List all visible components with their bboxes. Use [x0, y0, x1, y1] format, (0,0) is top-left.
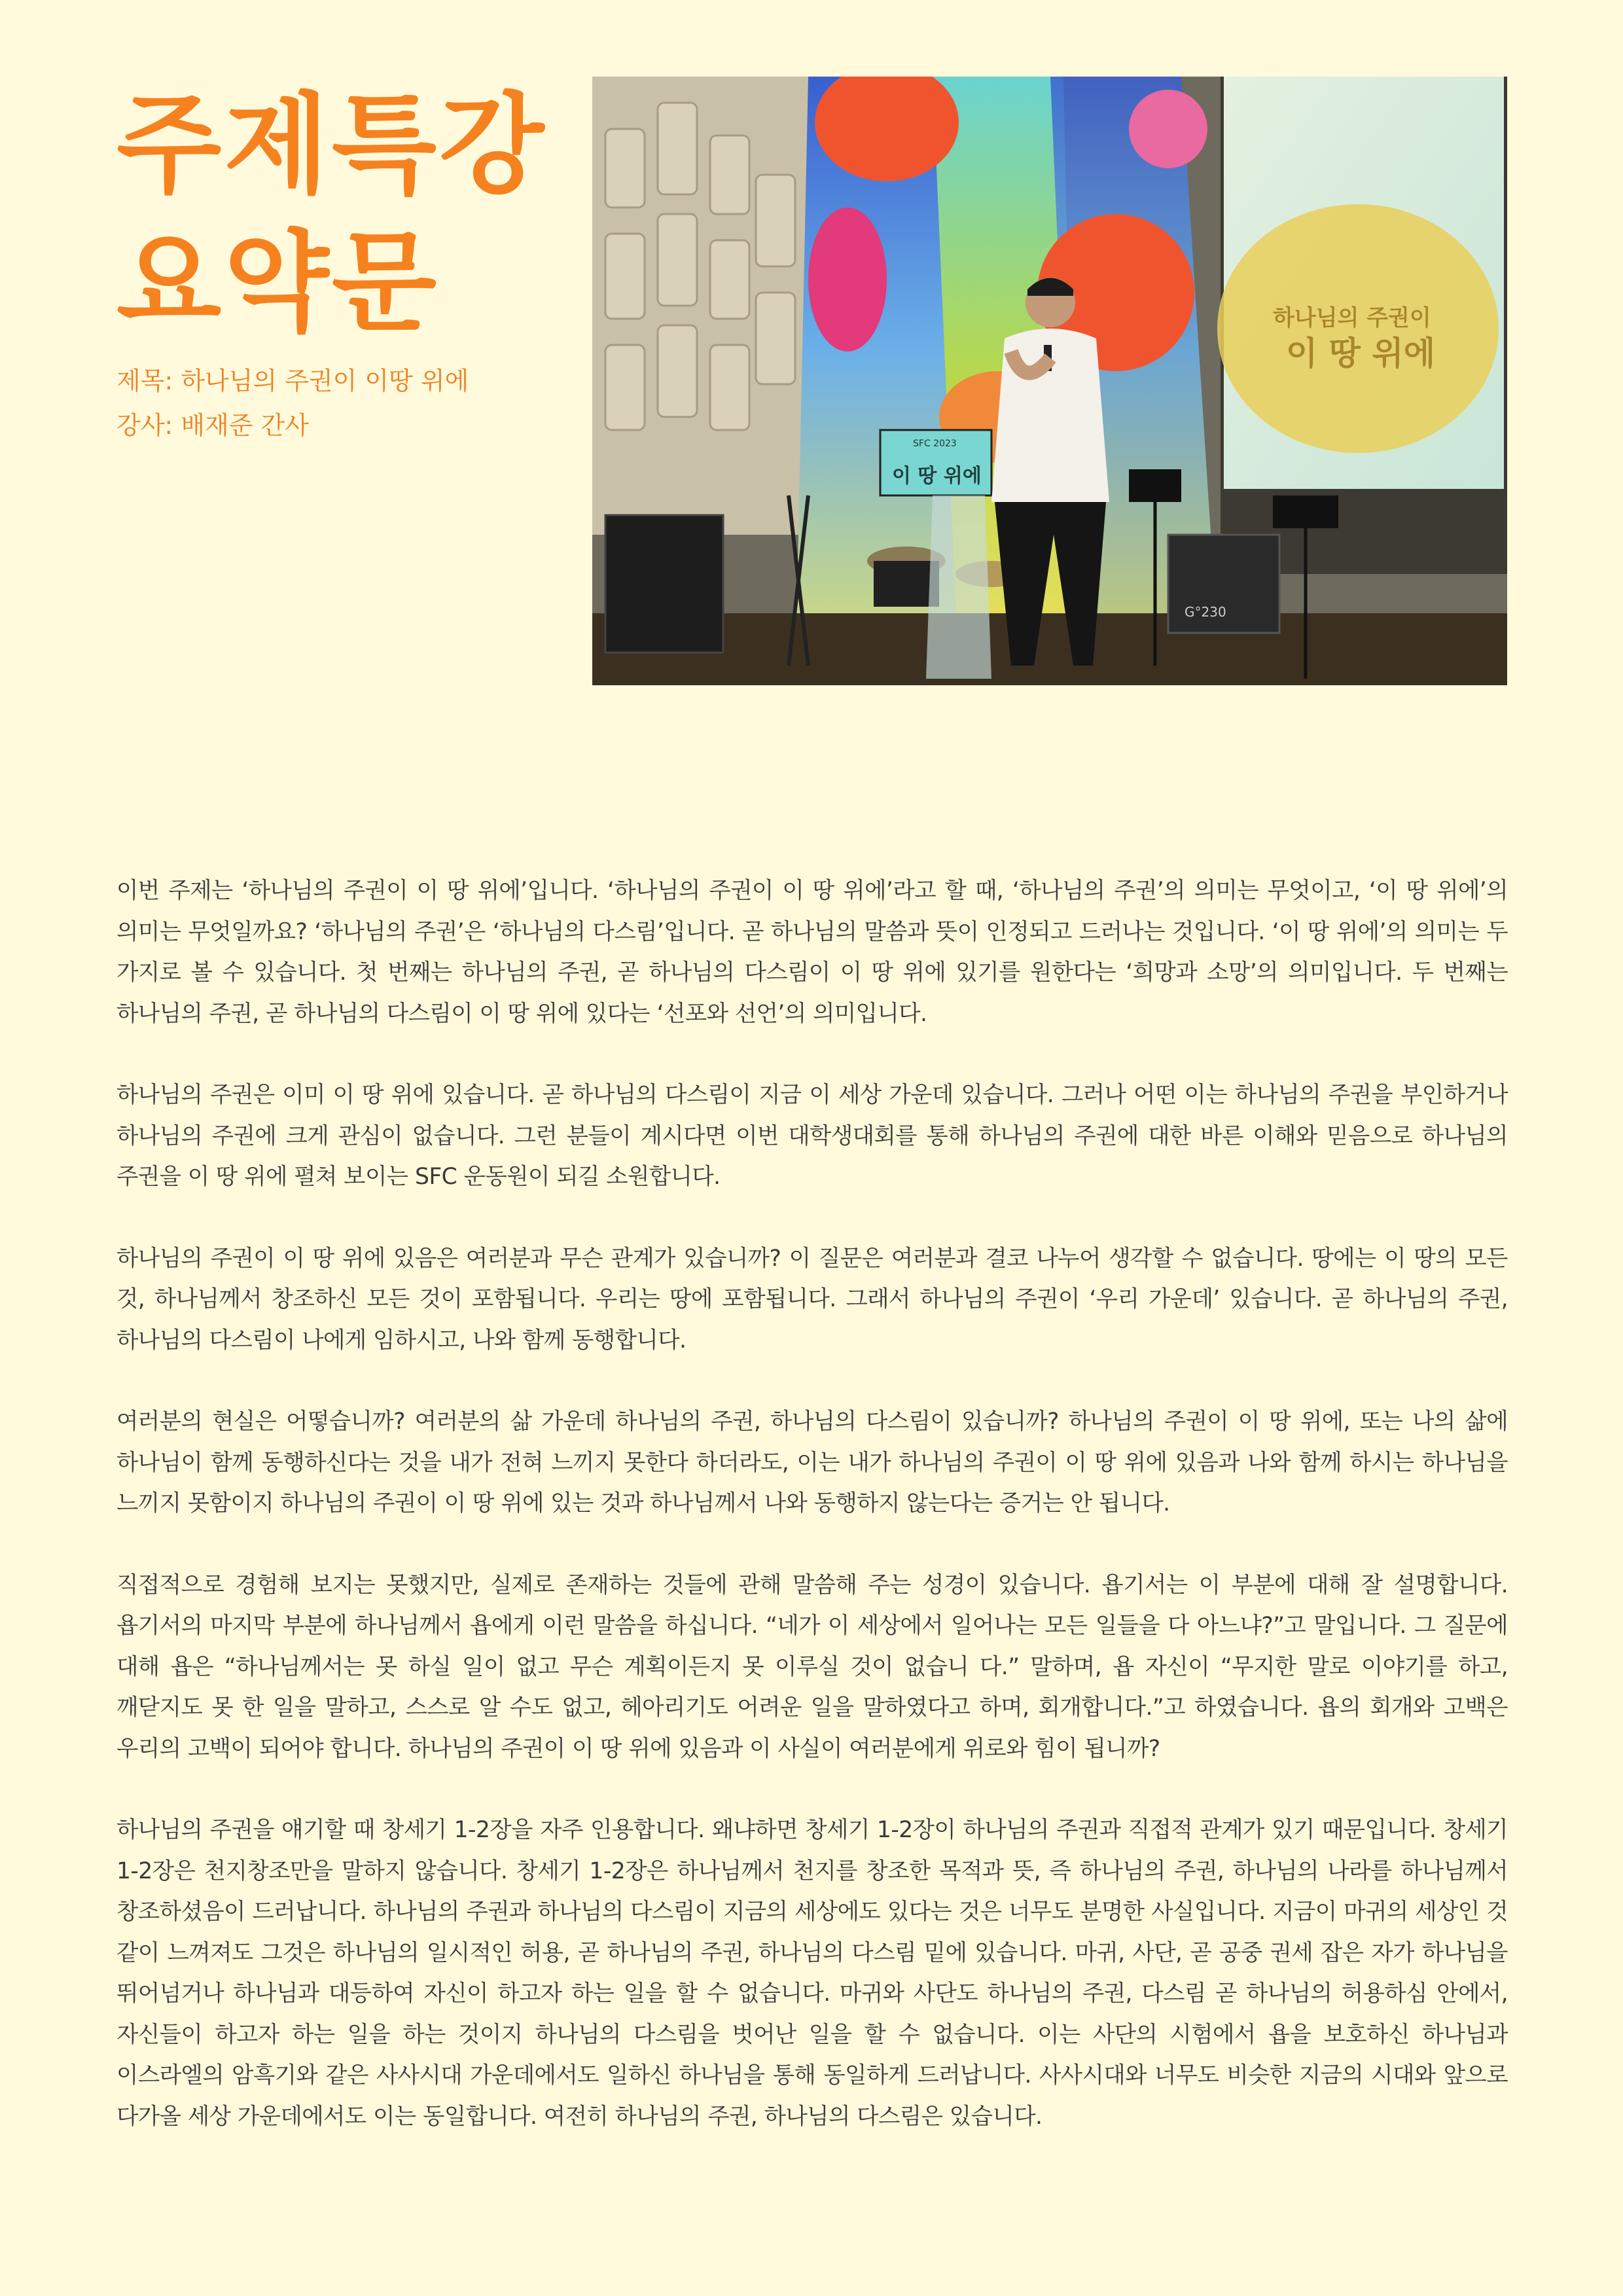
- page-title: [116, 77, 562, 352]
- lecture-info: [116, 359, 469, 448]
- paragraph-3: 하나님의 주권이 이 땅 위에 있음은 여러분과 무슨 관계가 있습니까? 이 질문은 여러분과 결코 나누어 생각할 수 없습니다. 땅에는 이 땅의 모든 것, 하나님께서 창조하신 모든 것이 포함됩니다. 우리는 땅에 포함됩니다. 그래서 하나님의 주권이 ‘우리 가운데’ 있습니다. 곧 하나님의 주권, 하나님의 다스림이 나에게 임하시고, 나와 함께 동행합니다.: [116, 1245, 1508, 1354]
- title-line-1: 주제특강: [116, 82, 547, 209]
- paragraph-6: 하나님의 주권을 얘기할 때 창세기 1-2장을 자주 인용합니다. 왜냐하면 창세기 1-2장이 하나님의 주권과 직접적 관계가 있기 때문입니다. 창세기 1-2장은 천지창조만을 말하지 않습니다. 창세기 1-2장은 하나님께서 천지를 창조한 목적과 뜻, 즉 하나님의 주권, 하나님의 나라를 하나님께서 창조하셨음이 드러납니다. 하나님의 주권과 하나님의 다스림이 지금의 세상에도 있다는 것은 너무도 분명한 사실입니다. 지금이 마귀의 세상인 것 같이 느껴져도 그것은 하나님의 일시적인 허용, 곧 하나님의 주권, 하나님의 다스림 밑에 있습니다. 마귀, 사단, 곧 공중 권세 잡은 자가 하나님을 뛰어넘거나 하나님과 대등하여 자신이 하고자 하는 일을 할 수 없습니다. 마귀와 사단도 하나님의 주권, 다스림 곧 하나님의 허용하심 안에서, 자신들이 하고자 하는 일을 하는 것이지 하나님의 다스림을 벗어난 일을 할 수 없습니다. 이는 사단의 시험에서 욥을 보호하신 하나님과 이스라엘의 암흑기와 같은 사사시대 가운데에서도 일하신 하나님을 통해 동일하게 드러납니다. 사사시대와 너무도 비슷한 지금의 시대와 앞으로 다가올 세상 가운데에서도 이는 동일합니다. 여전히 하나님의 주권, 하나님의 다스림은 있습니다.: [116, 1817, 1508, 2130]
- title-line-2: 요약문: [116, 220, 440, 346]
- summary-body: [116, 870, 1508, 2178]
- screen-text-2: 이 땅 위에: [1286, 334, 1436, 372]
- lecture-speaker: 강사: 배재준 간사: [116, 411, 309, 440]
- paragraph-2: 하나님의 주권은 이미 이 땅 위에 있습니다. 곧 하나님의 다스림이 지금 이 세상 가운데 있습니다. 그러나 어떤 이는 하나님의 주권을 부인하거나 하나님의 주권에 크게 관심이 없습니다. 그런 분들이 계시다면 이번 대학생대회를 통해 하나님의 주권에 대한 바른 이해와 믿음으로 하나님의 주권을 이 땅 위에 펼쳐 보이는 SFC 운동원이 되길 소원합니다.: [116, 1082, 1508, 1190]
- paragraph-5: 직접적으로 경험해 보지는 못했지만, 실제로 존재하는 것들에 관해 말씀해 주는 성경이 있습니다. 욥기서는 이 부분에 대해 잘 설명합니다. 욥기서의 마지막 부분에 하나님께서 욥에게 이런 말씀을 하십니다. “네가 이 세상에서 일어나는 모든 일들을 다 아느냐?”고 말입니다. 그 질문에 대해 욥은 “하나님께서는 못 하실 일이 없고 무슨 계획이든지 못 이루실 것이 없습니 다.” 말하며, 욥 자신이 “무지한 말로 이야기를 하고, 깨닫지도 못 한 일을 말하고, 스스로 알 수도 없고, 헤아리기도 어려운 일을 말하였다고 하며, 회개합니다.”고 하였습니다. 욥의 회개와 고백은 우리의 고백이 되어야 합니다. 하나님의 주권이 이 땅 위에 있음과 이 사실이 여러분에게 위로와 힘이 됩니까?: [116, 1571, 1508, 1762]
- paragraph-1: 이번 주제는 ‘하나님의 주권이 이 땅 위에’입니다. ‘하나님의 주권이 이 땅 위에’라고 할 때, ‘하나님의 주권’의 의미는 무엇이고, ‘이 땅 위에’의 의미는 무엇일까요? ‘하나님의 주권’은 ‘하나님의 다스림’입니다. 곧 하나님의 말씀과 뜻이 인정되고 드러나는 것입니다. ‘이 땅 위에’의 의미는 두 가지로 볼 수 있습니다. 첫 번째는 하나님의 주권, 곧 하나님의 다스림이 이 땅 위에 있기를 원한다는 ‘희망과 소망’의 의미입니다. 두 번째는 하나님의 주권, 곧 하나님의 다스림이 이 땅 위에 있다는 ‘선포와 선언’의 의미입니다.: [116, 878, 1508, 1027]
- paragraph-4: 여러분의 현실은 어떻습니까? 여러분의 삶 가운데 하나님의 주권, 하나님의 다스림이 있습니까? 하나님의 주권이 이 땅 위에, 또는 나의 삶에 하나님이 함께 동행하신다는 것을 내가 전혀 느끼지 못한다 하더라도, 이는 내가 하나님의 주권이 이 땅 위에 있음과 나와 함께 하시는 하나님을 느끼지 못함이지 하나님의 주권이 이 땅 위에 있는 것과 하나님께서 나와 동행하지 않는다는 증거는 안 됩니다.: [116, 1408, 1508, 1516]
- case-label: G°230: [1185, 604, 1226, 620]
- screen-text-1: 하나님의 주권이: [1273, 305, 1431, 331]
- podium-main-text: 이 땅 위에: [892, 465, 982, 488]
- podium-small-text: SFC 2023: [913, 439, 957, 449]
- lecture-subject: 제목: 하나님의 주권이 이땅 위에: [116, 367, 469, 395]
- speaker-photo: [592, 77, 1507, 685]
